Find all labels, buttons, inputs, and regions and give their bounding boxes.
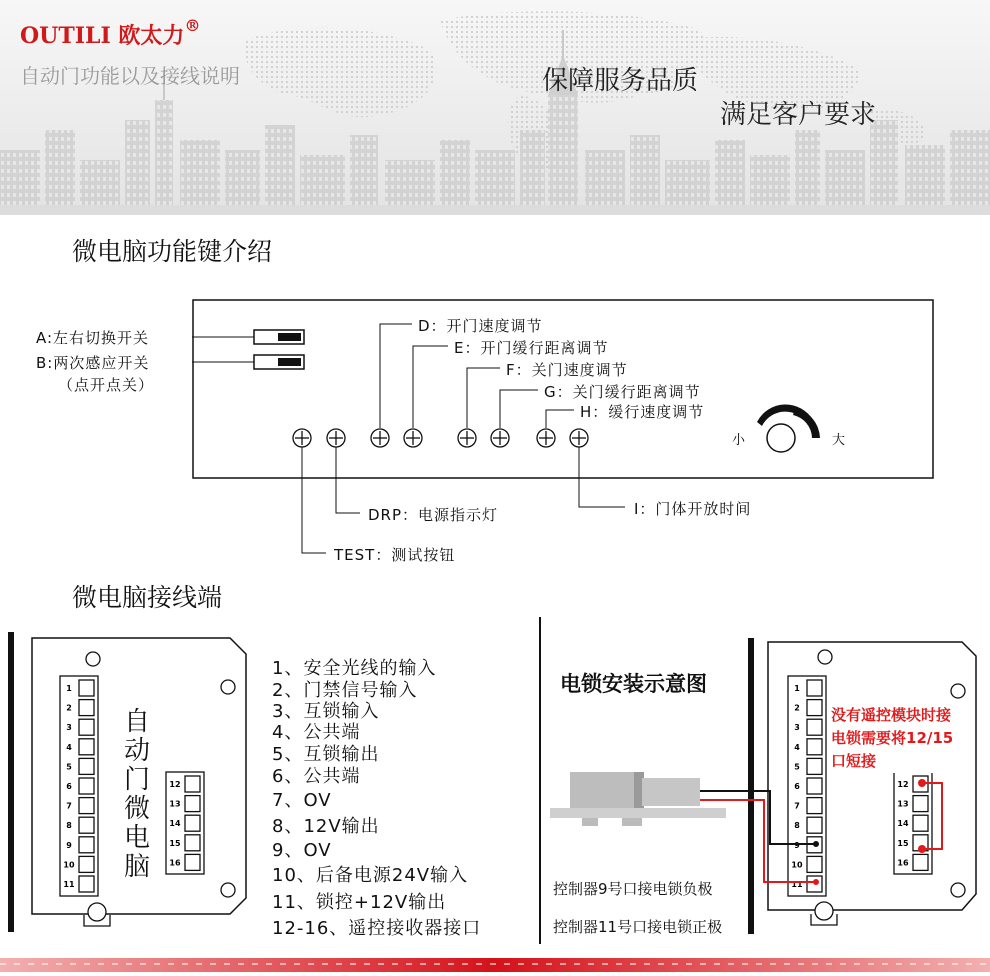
bar-stripe bbox=[308, 963, 314, 965]
terminal-number: 16 bbox=[897, 858, 909, 868]
lock-install-diagram bbox=[542, 628, 990, 948]
terminal-number: 13 bbox=[169, 799, 181, 809]
bar-stripe bbox=[812, 963, 818, 965]
bar-stripe bbox=[294, 963, 300, 965]
terminal-number: 3 bbox=[794, 723, 800, 733]
bar-stripe bbox=[84, 963, 90, 965]
terminal-screw bbox=[79, 837, 94, 853]
slogan-line-2: 满足客户要求 bbox=[720, 100, 877, 130]
bar-stripe bbox=[154, 963, 160, 965]
terminal-screw bbox=[185, 854, 200, 870]
terminal-number: 10 bbox=[63, 860, 75, 870]
knob-large-label: 大 bbox=[832, 433, 847, 448]
terminal-screw bbox=[79, 680, 94, 696]
section-title-terminals: 微电脑接线端 bbox=[72, 583, 223, 612]
bar-stripe bbox=[252, 963, 258, 965]
terminal-screw bbox=[807, 739, 822, 755]
bar-stripe bbox=[28, 963, 34, 965]
terminal-screw bbox=[913, 815, 928, 831]
label-test: TEST：测试按钮 bbox=[334, 546, 456, 564]
bar-stripe bbox=[182, 963, 188, 965]
label-e: E：开门缓行距离调节 bbox=[454, 339, 609, 357]
bar-stripe bbox=[518, 963, 524, 965]
terminal-screw bbox=[807, 817, 822, 833]
list-item: 8、12V输出 bbox=[272, 816, 380, 837]
terminal-number: 9 bbox=[794, 840, 800, 850]
switch-a-icon bbox=[254, 330, 304, 344]
label-h: H：缓行速度调节 bbox=[580, 403, 705, 421]
terminal-number: 15 bbox=[897, 838, 909, 848]
bar-stripe bbox=[672, 963, 678, 965]
bar-stripe bbox=[0, 963, 6, 965]
bar-stripe bbox=[140, 963, 146, 965]
bar-stripe bbox=[392, 963, 398, 965]
label-g: G：关门缓行距离调节 bbox=[544, 383, 701, 401]
bar-stripe bbox=[854, 963, 860, 965]
bar-stripe bbox=[882, 963, 888, 965]
label-f: F：关门速度调节 bbox=[506, 361, 628, 379]
bar-stripe bbox=[910, 963, 916, 965]
terminal-screw bbox=[807, 719, 822, 735]
vertical-divider bbox=[539, 617, 541, 944]
bar-stripe bbox=[434, 963, 440, 965]
bar-stripe bbox=[42, 963, 48, 965]
bar-stripe bbox=[560, 963, 566, 965]
bar-stripe bbox=[196, 963, 202, 965]
terminal-number: 12 bbox=[897, 780, 909, 789]
bottom-decorative-bar bbox=[0, 954, 990, 976]
label-switch-b-note: （点开点关） bbox=[58, 376, 155, 394]
terminal-screw bbox=[185, 835, 200, 851]
terminal-screw bbox=[79, 778, 94, 794]
caption-terminal-9: 控制器9号口接电锁负极 bbox=[553, 880, 713, 898]
bar-stripe bbox=[924, 963, 930, 965]
terminal-number: 6 bbox=[66, 782, 72, 791]
bar-stripe bbox=[770, 963, 776, 965]
terminal-screw bbox=[913, 854, 928, 870]
bar-stripe bbox=[588, 963, 594, 965]
page-subtitle: 自动门功能以及接线说明 bbox=[20, 64, 240, 88]
terminal-screw bbox=[185, 815, 200, 831]
bar-stripe bbox=[224, 963, 230, 965]
terminal-screw bbox=[185, 776, 200, 792]
terminal-number: 13 bbox=[897, 799, 909, 809]
label-i: I：门体开放时间 bbox=[634, 500, 752, 518]
list-item: 3、互锁输入 bbox=[272, 701, 380, 722]
terminal-screw bbox=[185, 796, 200, 812]
bar-stripe bbox=[238, 963, 244, 965]
terminal-screw bbox=[79, 856, 94, 872]
bar-stripe bbox=[938, 963, 944, 965]
slogan-line-1: 保障服务品质 bbox=[542, 66, 699, 96]
list-item: 5、互锁输出 bbox=[272, 744, 380, 765]
bar-stripe bbox=[896, 963, 902, 965]
terminal-screw bbox=[807, 778, 822, 794]
terminal-number: 15 bbox=[169, 838, 181, 848]
header-banner bbox=[0, 0, 990, 215]
bar-stripe bbox=[644, 963, 650, 965]
terminal-number: 6 bbox=[794, 782, 800, 791]
bar-stripe bbox=[406, 963, 412, 965]
terminal-screw bbox=[807, 856, 822, 872]
terminal-number: 1 bbox=[66, 684, 72, 693]
bar-stripe bbox=[14, 963, 20, 965]
terminal-screw bbox=[79, 719, 94, 735]
bar-stripe bbox=[686, 963, 692, 965]
list-item: 6、公共端 bbox=[272, 766, 361, 787]
list-item: 2、门禁信号输入 bbox=[272, 680, 418, 701]
bar-stripe bbox=[784, 963, 790, 965]
bar-stripe bbox=[462, 963, 468, 965]
bar-stripe bbox=[658, 963, 664, 965]
terminal-number: 5 bbox=[794, 762, 800, 772]
terminal-number: 8 bbox=[66, 821, 72, 831]
list-item: 10、后备电源24V输入 bbox=[272, 865, 469, 886]
terminal-number: 2 bbox=[66, 703, 72, 713]
bar-stripe bbox=[126, 963, 132, 965]
terminal-number: 16 bbox=[169, 858, 181, 868]
bar-stripe bbox=[868, 963, 874, 965]
terminal-screw bbox=[807, 680, 822, 696]
bar-stripe bbox=[322, 963, 328, 965]
bar-stripe bbox=[56, 963, 62, 965]
bar-stripe bbox=[168, 963, 174, 965]
terminal-number: 8 bbox=[794, 821, 800, 831]
bar-stripe bbox=[364, 963, 370, 965]
section-title-function-keys: 微电脑功能键介绍 bbox=[72, 237, 273, 266]
bar-stripe bbox=[952, 963, 958, 965]
bar-stripe bbox=[280, 963, 286, 965]
terminal-number: 3 bbox=[66, 723, 72, 733]
bar-stripe bbox=[210, 963, 216, 965]
bar-stripe bbox=[70, 963, 76, 965]
terminal-number: 7 bbox=[794, 801, 800, 811]
board-vertical-label: 自 动 门 微 电 脑 bbox=[123, 707, 150, 882]
bar-stripe bbox=[602, 963, 608, 965]
terminal-screw bbox=[79, 739, 94, 755]
bar-stripe bbox=[700, 963, 706, 965]
terminal-screw bbox=[79, 758, 94, 774]
caption-terminal-11: 控制器11号口接电锁正极 bbox=[553, 918, 723, 936]
switch-b-icon bbox=[254, 355, 304, 369]
bar-stripe bbox=[448, 963, 454, 965]
terminal-screw bbox=[807, 758, 822, 774]
brand-logo: OUTILI 欧太力® bbox=[20, 16, 201, 49]
terminal-number: 7 bbox=[66, 801, 72, 811]
terminal-screw bbox=[79, 817, 94, 833]
list-item: 1、安全光线的输入 bbox=[272, 658, 437, 679]
terminal-number: 1 bbox=[794, 684, 800, 693]
bar-stripe bbox=[616, 963, 622, 965]
terminal-number: 11 bbox=[63, 880, 75, 889]
bar-stripe bbox=[350, 963, 356, 965]
bar-stripe bbox=[630, 963, 636, 965]
bar-stripe bbox=[112, 963, 118, 965]
terminal-screw bbox=[913, 796, 928, 812]
lock-diagram-title: 电锁安装示意图 bbox=[560, 672, 707, 696]
jumper-note: 没有遥控模块时接 电锁需要将12/15 口短接 bbox=[831, 704, 953, 773]
terminal-screw bbox=[79, 798, 94, 814]
list-item: 7、OV bbox=[272, 790, 332, 811]
list-item: 4、公共端 bbox=[272, 722, 361, 743]
bar-stripe bbox=[546, 963, 552, 965]
bar-stripe bbox=[714, 963, 720, 965]
terminal-number: 14 bbox=[169, 819, 181, 829]
bar-stripe bbox=[798, 963, 804, 965]
bar-stripe bbox=[420, 963, 426, 965]
label-switch-b: B:两次感应开关 bbox=[36, 354, 150, 372]
terminal-screw bbox=[807, 700, 822, 716]
terminal-number: 4 bbox=[794, 742, 800, 752]
terminal-number: 2 bbox=[794, 703, 800, 713]
list-item: 9、OV bbox=[272, 840, 332, 861]
bar-stripe bbox=[476, 963, 482, 965]
bar-stripe bbox=[574, 963, 580, 965]
terminal-number: 9 bbox=[66, 840, 72, 850]
terminal-number: 12 bbox=[169, 780, 181, 789]
list-item: 11、锁控+12V输出 bbox=[272, 892, 447, 913]
terminal-screw bbox=[807, 798, 822, 814]
bar-stripe bbox=[966, 963, 972, 965]
terminal-number: 11 bbox=[791, 880, 803, 889]
terminal-number: 4 bbox=[66, 742, 72, 752]
knob-small-label: 小 bbox=[732, 433, 747, 448]
terminal-screw bbox=[79, 876, 94, 892]
terminal-number: 5 bbox=[66, 762, 72, 772]
terminal-number: 14 bbox=[897, 819, 909, 829]
bar-stripe bbox=[504, 963, 510, 965]
bar-stripe bbox=[756, 963, 762, 965]
bar-stripe bbox=[266, 963, 272, 965]
bar-stripe bbox=[490, 963, 496, 965]
label-switch-a: A:左右切换开关 bbox=[36, 329, 150, 347]
list-item: 12-16、遥控接收器接口 bbox=[272, 918, 482, 939]
bar-stripe bbox=[840, 963, 846, 965]
bar-stripe bbox=[826, 963, 832, 965]
bar-stripe bbox=[742, 963, 748, 965]
bar-stripe bbox=[532, 963, 538, 965]
terminal-number: 10 bbox=[791, 860, 803, 870]
bar-stripe bbox=[378, 963, 384, 965]
bar-stripe bbox=[980, 963, 986, 965]
bar-stripe bbox=[728, 963, 734, 965]
terminal-screw bbox=[79, 700, 94, 716]
label-drp: DRP：电源指示灯 bbox=[368, 506, 499, 524]
label-d: D：开门速度调节 bbox=[418, 317, 543, 335]
bar-stripe bbox=[336, 963, 342, 965]
bar-stripe bbox=[98, 963, 104, 965]
